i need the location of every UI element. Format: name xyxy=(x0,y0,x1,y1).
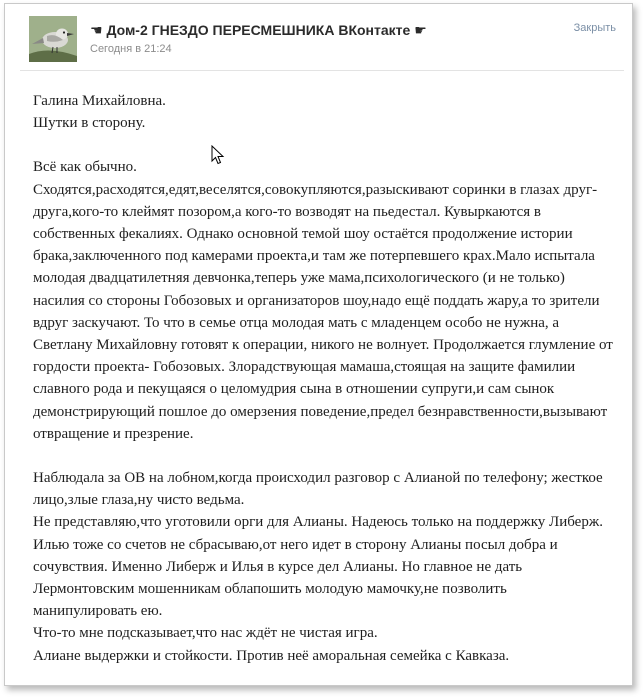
paragraph-premonition: Что-то мне подсказывает,что нас ждёт не чистая игра. xyxy=(33,625,378,642)
paragraph-lead: Всё как обычно. xyxy=(33,159,137,176)
bird-avatar-icon[interactable] xyxy=(29,16,77,62)
paragraph-main: Сходятся,расходятся,едят,веселятся,совокупляются,разыскивают соринки в глазах друг-друга,кого-то клеймят позором,а кого-то возводят на пьедестал. Кувыркаются в собственных фекалиях. Однако основной темой шоу остаётся продолжение истории брака,заключенного под камерами проекта,и там же потерпевшего крах.Мало испытала молодая двадцатилетняя девчонка,теперь уже мама,психологического (и не только) насилия со стороны Гобозовых и организаторов шоу,надо ещё поддать жару,а то зрители вдруг заскучают. То что в семье отца молодая мать с младенцем особо не нужна, а Светлану Михайловну готовят к операции, никого не волнует. Продолжается глумление от гордости проекта- Гобозовых. Злорадствующая мамаша,стоящая на защите фамилии славного рода и пекущаяся о целомудрия сына в отношении супруги,и сам сынок демонстрирующий пошлое до омерзения поведение,предел безнравственности,вызывают отвращение и презрение. xyxy=(33,181,613,442)
intro-line: Шутки в сторону. xyxy=(33,115,146,132)
message-header xyxy=(20,10,624,71)
paragraph-closing: Алиане выдержки и стойкости. Против неё аморальная семейка с Кавказа. xyxy=(33,647,510,664)
post-date: Сегодня в 21:24 xyxy=(90,43,172,55)
message-body xyxy=(33,90,613,667)
paragraph-observation: Наблюдала за ОВ на лобном,когда происходил разговор с Алианой по телефону; жесткое лицо,злые глаза,ну чисто ведьма. xyxy=(33,470,603,509)
paragraph-gap xyxy=(33,445,613,467)
mouse-pointer-icon xyxy=(211,145,225,170)
close-link[interactable]: Закрыть xyxy=(573,22,616,34)
paragraph-gap xyxy=(33,134,613,156)
paragraph-support: Не представляю,что уготовили орги для Алианы. Надеюсь только на поддержку Либерж. Илью тоже со счетов не сбрасываю,от него идет в сторону Алианы посыл добра и сочувствия. Именно Либерж и Илья в курсе дел Алианы. Но главное не дать Лермонтовским мошенникам облапошить молодую мамочку,не позволить манипулировать ею. xyxy=(33,514,603,620)
greeting-line: Галина Михайловна. xyxy=(33,93,166,109)
group-title[interactable]: ☚ Дом-2 ГНЕЗДО ПЕРЕСМЕШНИКА ВКонтакте ☛ xyxy=(90,22,427,38)
